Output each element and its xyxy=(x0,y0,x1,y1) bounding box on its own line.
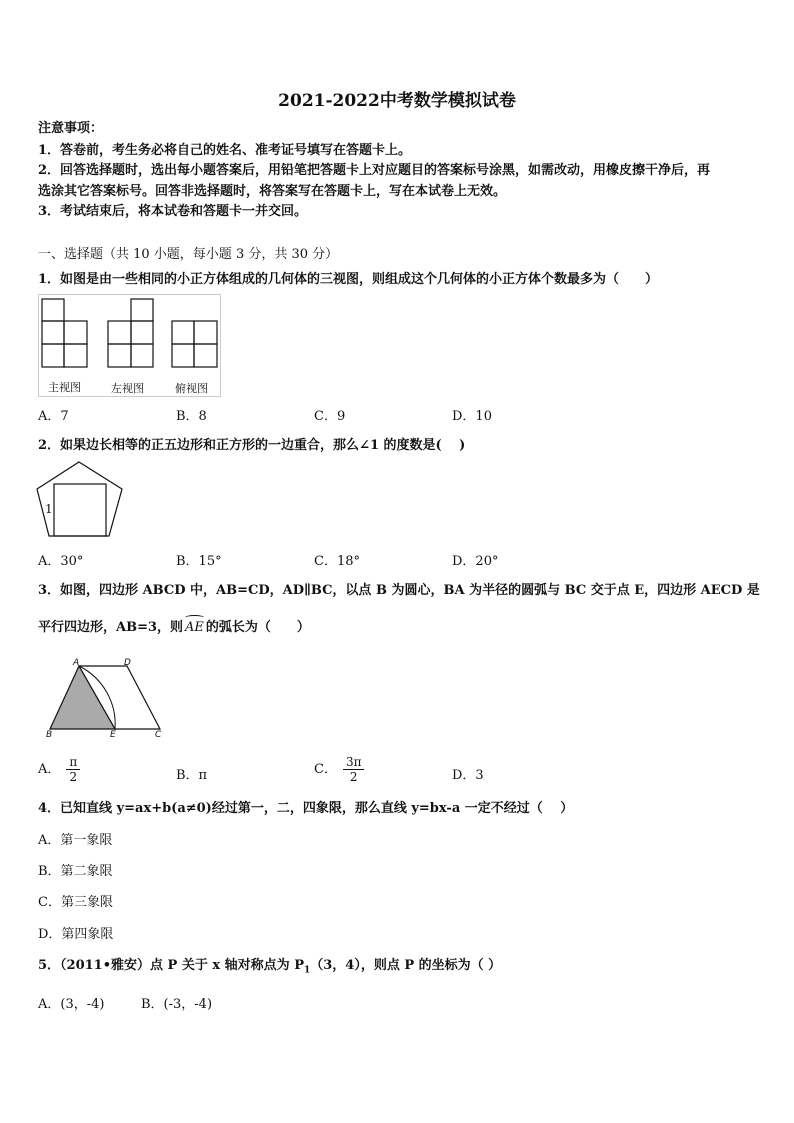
square-shape xyxy=(54,484,106,536)
top-view-grid xyxy=(172,321,217,367)
q2-option-c: C．18° xyxy=(314,554,360,569)
q3-option-b: B．π xyxy=(176,768,208,783)
section-heading: 一、选择题（共 10 小题，每小题 3 分，共 30 分） xyxy=(38,247,339,262)
notice-item-3: 3．考试结束后，将本试卷和答题卡一并交回。 xyxy=(38,204,308,219)
q3-option-c-fraction: $\frac{3\pi}{2}$ xyxy=(343,755,365,784)
q5-option-a: A．(3，-4) xyxy=(38,997,105,1012)
front-view-label: 主视图 xyxy=(48,381,81,394)
q3-option-c: C． $\frac{3\pi}{2}$ xyxy=(314,755,364,784)
q2-option-a: A．30° xyxy=(38,554,84,569)
q3-stem-line2 xyxy=(38,617,310,639)
arc-ae-notation: AE xyxy=(185,617,204,639)
q4-option-a: A．第一象限 xyxy=(38,833,113,848)
q1-option-d: D．10 xyxy=(452,409,492,424)
q2-option-d: D．20° xyxy=(452,554,499,569)
q1-option-b: B．8 xyxy=(176,409,207,424)
q3-stem-part1: 平行四边形，AB=3，则 xyxy=(38,620,184,635)
point-b-label: B xyxy=(46,730,53,740)
notice-item-2-cont: 选涂其它答案标号。回答非选择题时，将答案写在答题卡上，写在本试卷上无效。 xyxy=(38,184,507,199)
notice-item-1: 1．答卷前，考生务必将自己的姓名、准考证号填写在答题卡上。 xyxy=(38,143,412,158)
q3-stem-part2: 的弧长为（ ） xyxy=(205,620,310,635)
front-view-grid xyxy=(42,299,87,367)
q1-option-c: C．9 xyxy=(314,409,346,424)
angle-1-label: 1 xyxy=(45,502,53,516)
q4-option-b: B．第二象限 xyxy=(38,864,113,879)
point-e-label: E xyxy=(110,730,116,740)
left-view-grid xyxy=(108,299,153,367)
q5-option-b: B．(-3，-4) xyxy=(141,997,213,1012)
q2-stem: 2．如果边长相等的正五边形和正方形的一边重合，那么∠1 的度数是( ) xyxy=(38,438,466,453)
notice-heading: 注意事项： xyxy=(38,121,104,136)
notice-item-2: 2．回答选择题时，选出每小题答案后，用铅笔把答题卡上对应题目的答案标号涂黑，如需改动，用橡皮擦干净后，再 xyxy=(38,163,711,178)
point-c-label: C xyxy=(155,730,162,740)
pentagon-shape xyxy=(37,462,122,536)
q3-option-a: A． $\frac{\pi}{2}$ xyxy=(38,755,80,784)
q4-stem: 4．已知直线 y=ax+b(a≠0)经过第一，二，四象限，那么直线 y=bx-a 一定不经过（ ） xyxy=(38,801,574,816)
left-view-label: 左视图 xyxy=(111,382,144,395)
q4-option-c: C．第三象限 xyxy=(38,895,113,910)
page-title: 2021-2022中考数学模拟试卷 xyxy=(278,91,516,111)
q3-stem-line1: 3．如图，四边形 ABCD 中，AB=CD，AD∥BC，以点 B 为圆心，BA 为半径的圆弧与 BC 交于点 E，四边形 AECD 是 xyxy=(38,583,760,598)
top-view-label: 俯视图 xyxy=(175,382,208,395)
q2-option-b: B．15° xyxy=(176,554,222,569)
point-a-label: A xyxy=(73,658,80,668)
q3-option-a-fraction: $\frac{\pi}{2}$ xyxy=(66,755,80,784)
q5-stem: 5．（2011•雅安）点 P 关于 x 轴对称点为 $P_1(3$，4），则点 P 的坐标为（ ） xyxy=(38,958,502,976)
q1-option-a: A．7 xyxy=(38,409,69,424)
q1-stem: 1．如图是由一些相同的小正方体组成的几何体的三视图，则组成这个几何体的小正方体个数最多为（ ） xyxy=(38,272,659,287)
point-d-label: D xyxy=(124,658,131,668)
q2-pentagon-square-figure xyxy=(36,459,126,539)
q3-quadrilateral-figure xyxy=(42,656,172,742)
q4-option-d: D．第四象限 xyxy=(38,927,114,942)
q3-option-d: D．3 xyxy=(452,768,484,783)
